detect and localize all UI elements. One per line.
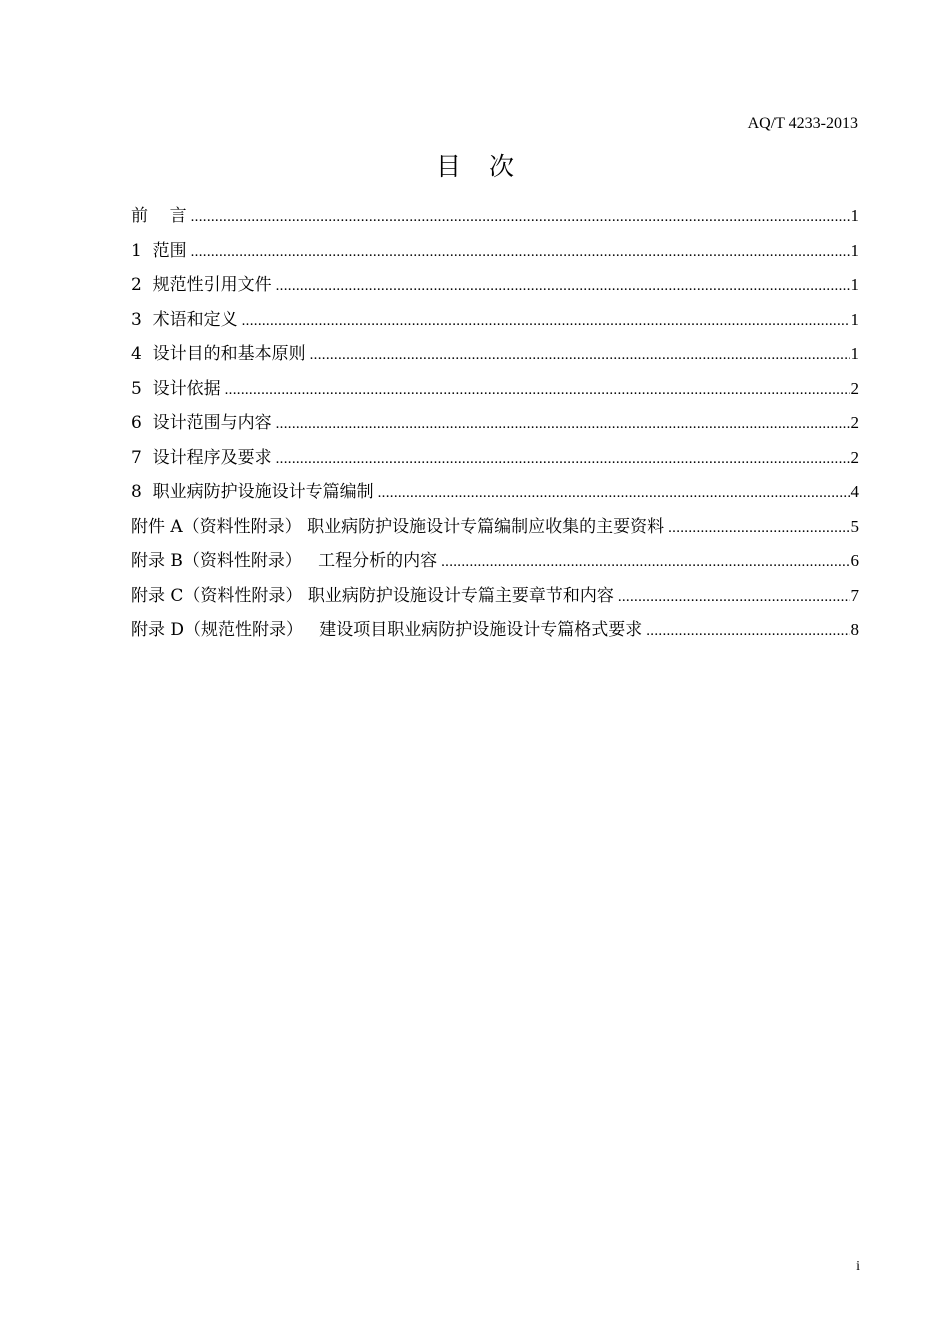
toc-entry-label: 前 言 xyxy=(131,206,187,226)
toc-entry-design-principles[interactable] xyxy=(131,337,859,372)
dot-leader xyxy=(242,304,850,339)
toc-entry-annex-a[interactable] xyxy=(131,510,859,545)
toc-entry-normative-references[interactable] xyxy=(131,268,859,303)
toc-entry-label: 5 设计依据 xyxy=(131,378,221,399)
toc-entry-annex-d[interactable] xyxy=(131,613,859,648)
toc-entry-page: 1 xyxy=(850,240,859,260)
dot-leader xyxy=(276,269,850,304)
toc-entry-label: 3 术语和定义 xyxy=(131,309,238,330)
toc-entry-page: 1 xyxy=(850,309,859,329)
toc-entry-label: 附录 D（规范性附录） 建设项目职业病防护设施设计专篇格式要求 xyxy=(131,620,643,640)
toc-title: 目次 xyxy=(435,152,542,181)
dot-leader xyxy=(668,511,849,546)
dot-leader xyxy=(646,614,849,649)
toc-entry-page: 8 xyxy=(850,620,859,639)
dot-leader xyxy=(378,476,850,511)
toc-entry-label: 附录 B（资料性附录） 工程分析的内容 xyxy=(131,551,438,571)
toc-entry-special-chapter[interactable] xyxy=(131,475,859,510)
toc-entry-scope[interactable] xyxy=(131,234,859,269)
dot-leader xyxy=(225,373,850,408)
document-number: AQ/T 4233-2013 xyxy=(747,115,858,132)
toc-entry-label: 附件 A（资料性附录） 职业病防护设施设计专篇编制应收集的主要资料 xyxy=(131,516,665,537)
page-number: i xyxy=(856,1259,860,1274)
dot-leader xyxy=(310,338,850,373)
toc-entry-annex-b[interactable] xyxy=(131,544,859,579)
toc-entry-page: 1 xyxy=(850,275,859,294)
toc-entry-page: 7 xyxy=(850,585,859,605)
toc-entry-design-basis[interactable] xyxy=(131,372,859,407)
dot-leader xyxy=(191,200,850,235)
table-of-contents xyxy=(131,199,859,648)
toc-entry-page: 1 xyxy=(850,344,859,363)
toc-entry-page: 6 xyxy=(850,551,859,570)
toc-entry-label: 2 规范性引用文件 xyxy=(131,275,272,295)
toc-entry-design-procedure[interactable] xyxy=(131,441,859,476)
toc-entry-terms-definitions[interactable] xyxy=(131,303,859,338)
dot-leader xyxy=(276,442,850,477)
toc-entry-label: 4 设计目的和基本原则 xyxy=(131,344,306,364)
dot-leader xyxy=(618,580,850,615)
toc-entry-label: 附录 C（资料性附录） 职业病防护设施设计专篇主要章节和内容 xyxy=(131,585,614,606)
toc-entry-page: 2 xyxy=(850,378,859,398)
toc-entry-label: 7 设计程序及要求 xyxy=(131,447,272,468)
toc-entry-label: 1 范围 xyxy=(131,240,187,261)
dot-leader xyxy=(276,407,850,442)
toc-entry-label: 8 职业病防护设施设计专篇编制 xyxy=(131,482,374,502)
toc-entry-preface[interactable] xyxy=(131,199,859,234)
toc-entry-page: 1 xyxy=(850,206,859,225)
toc-entry-page: 2 xyxy=(850,447,859,467)
dot-leader xyxy=(191,235,850,270)
toc-entry-page: 4 xyxy=(850,482,859,501)
toc-entry-label: 6 设计范围与内容 xyxy=(131,413,272,433)
dot-leader xyxy=(441,545,849,580)
toc-entry-page: 2 xyxy=(850,413,859,432)
toc-entry-annex-c[interactable] xyxy=(131,579,859,614)
toc-entry-page: 5 xyxy=(850,516,859,536)
toc-entry-design-scope-content[interactable] xyxy=(131,406,859,441)
